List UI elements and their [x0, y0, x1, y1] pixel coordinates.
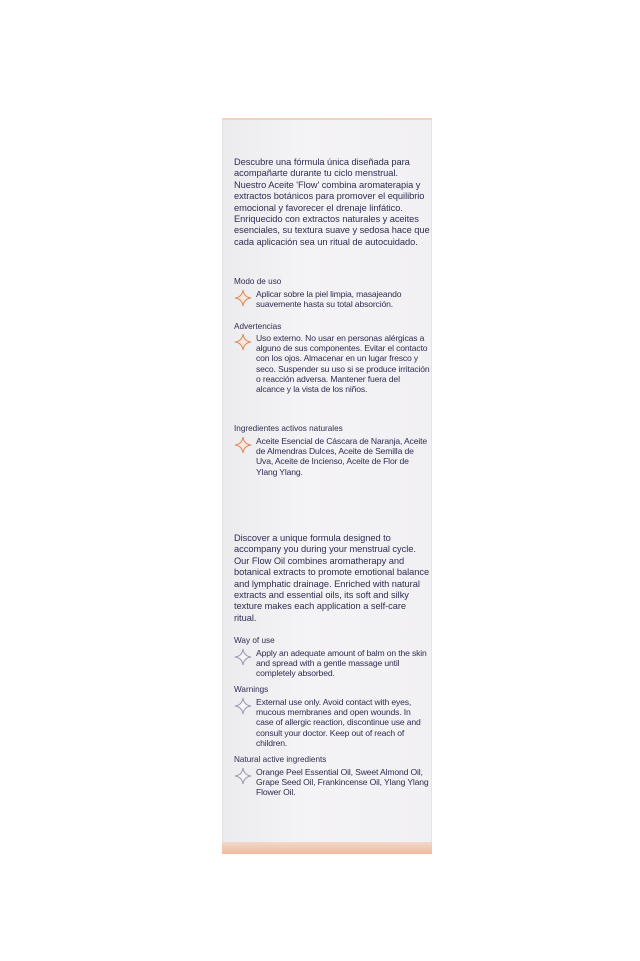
warnings-text-es: Uso externo. No usar en personas alérgicas a alguno de sus componentes. Evitar el contacto con los ojos. Almacenar en un lugar fresco y seco. Suspender su uso si se produce irritación o reacción adversa. Mantener fuera del alcance y la vista de los niños.	[256, 333, 430, 395]
sparkle-star-icon	[234, 436, 252, 454]
box-bottom-edge	[222, 842, 432, 854]
sparkle-star-icon	[234, 767, 252, 785]
sparkle-star-icon	[234, 289, 252, 307]
ingredients-text-en: Orange Peel Essential Oil, Sweet Almond Oil, Grape Seed Oil, Frankincense Oil, Ylang Ylang Flower Oil.	[256, 767, 429, 798]
heading-ingredients-es: Ingredientes activos naturales	[234, 424, 343, 433]
item-ingredients-es	[234, 436, 430, 477]
intro-text-en: Discover a unique formula designed to accompany you during your menstrual cycle. Our Flow Oil combines aromatherapy and botanical extracts to promote emotional balance and lymphatic drainage. Enriched with natural extracts and essential oils, its soft and silky texture makes each application a self-care ritual.	[234, 533, 430, 623]
item-warnings-es	[234, 333, 430, 394]
sparkle-star-icon	[234, 697, 252, 715]
use-text-en: Apply an adequate amount of balm on the skin and spread with a gentle massage until completely absorbed.	[256, 648, 427, 679]
use-text-es: Aplicar sobre la piel limpia, masajeando suavemente hasta su total absorción.	[256, 289, 402, 310]
heading-warnings-es: Advertencias	[234, 322, 282, 331]
item-use-es	[234, 289, 430, 309]
item-warnings-en	[234, 697, 430, 748]
heading-warnings-en: Warnings	[234, 685, 269, 694]
ingredients-text-es: Aceite Esencial de Cáscara de Naranja, Aceite de Almendras Dulces, Aceite de Semilla de Uva, Aceite de Incienso, Aceite de Flor de Ylang Ylang.	[256, 436, 427, 477]
item-use-en	[234, 648, 430, 679]
intro-text-es: Descubre una fórmula única diseñada para acompañarte durante tu ciclo menstrual. Nuestro Aceite 'Flow' combina aromaterapia y extractos botánicos para promover el equilibrio emocional y favorecer el drenaje linfático. Enriquecido con extractos naturales y aceites esenciales, su textura suave y sedosa hace que cada aplicación sea un ritual de autocuidado.	[234, 157, 430, 247]
heading-use-en: Way of use	[234, 636, 275, 645]
item-ingredients-en	[234, 767, 430, 798]
heading-ingredients-en: Natural active ingredients	[234, 755, 327, 764]
sparkle-star-icon	[234, 333, 252, 351]
heading-use-es: Modo de uso	[234, 277, 282, 286]
sparkle-star-icon	[234, 648, 252, 666]
warnings-text-en: External use only. Avoid contact with eyes, mucous membranes and open wounds. In case of allergic reaction, discontinue use and consult your doctor. Keep out of reach of children.	[256, 697, 421, 748]
